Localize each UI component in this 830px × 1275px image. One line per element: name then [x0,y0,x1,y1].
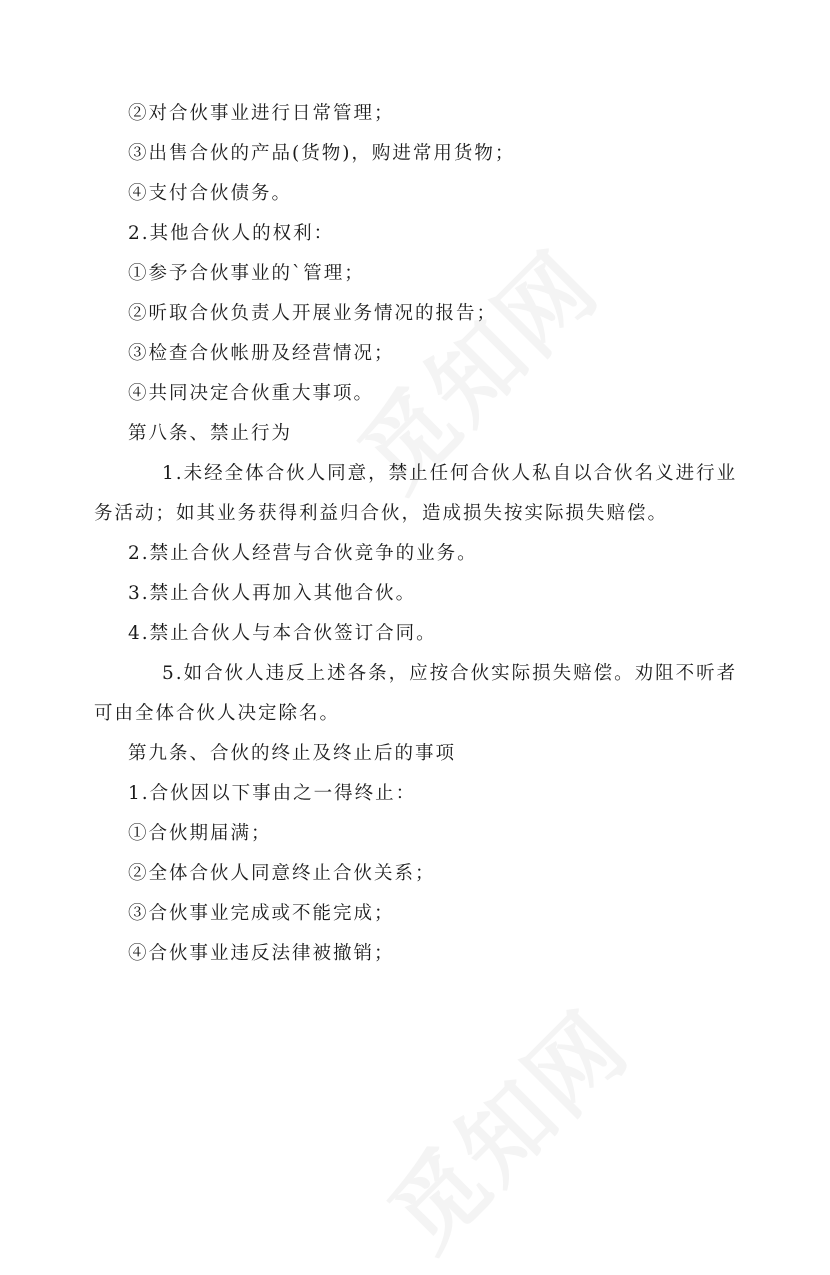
text-line: 3.禁止合伙人再加入其他合伙。 [128,583,417,604]
text-line: 1.未经全体合伙人同意，禁止任何合伙人私自以合伙名义进行业 [162,463,738,484]
text-line: ②对合伙事业进行日常管理； [128,103,395,124]
text-line: ④支付合伙债务。 [128,183,293,204]
text-line: ③合伙事业完成或不能完成； [128,903,395,924]
watermark-secondary [356,978,653,1275]
text-line: ②全体合伙人同意终止合伙关系； [128,863,436,884]
document-body [94,100,738,968]
text-line: ④合伙事业违反法律被撤销； [128,943,395,964]
text-line: ④共同决定合伙重大事项。 [128,383,375,404]
section-heading: 第八条、禁止行为 [128,423,293,444]
text-line-continuation: 务活动；如其业务获得利益归合伙，造成损失按实际损失赔偿。 [94,503,669,524]
text-line: ①合伙期届满； [128,823,272,844]
text-line: 2.禁止合伙人经营与合伙竞争的业务。 [128,543,478,564]
text-line: ③检查合伙帐册及经营情况； [128,343,395,364]
text-line: ①参予合伙事业的`管理； [128,263,365,284]
text-line: ③出售合伙的产品(货物)，购进常用货物； [128,143,516,164]
text-line: 5.如合伙人违反上述各条，应按合伙实际损失赔偿。劝阻不听者 [162,663,738,684]
text-line: ②听取合伙负责人开展业务情况的报告； [128,303,498,324]
text-line-continuation: 可由全体合伙人决定除名。 [94,703,341,724]
section-heading: 第九条、合伙的终止及终止后的事项 [128,743,457,764]
text-line: 4.禁止合伙人与本合伙签订合同。 [128,623,437,644]
text-line: 2.其他合伙人的权利： [128,223,335,244]
text-line: 1.合伙因以下事由之一得终止： [128,783,417,804]
